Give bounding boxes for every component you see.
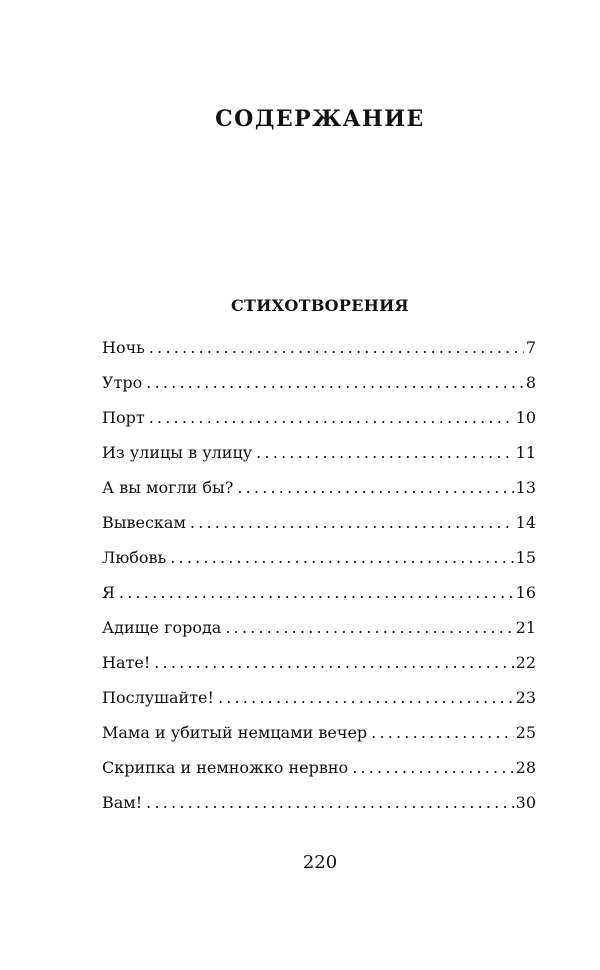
- table-of-contents: [102, 336, 536, 826]
- dot-leader: [154, 651, 513, 675]
- dot-leader: [170, 546, 513, 570]
- dot-leader: [237, 476, 513, 500]
- toc-entry-page: 22: [515, 653, 536, 672]
- toc-entry-page: 8: [525, 373, 536, 392]
- toc-entry: [102, 791, 536, 826]
- toc-entry-title: Любовь: [102, 548, 167, 567]
- toc-entry-title: Послушайте!: [102, 688, 214, 707]
- toc-entry: [102, 336, 536, 371]
- dot-leader: [149, 336, 524, 360]
- section-title: СТИХОТВОРЕНИЯ: [231, 296, 409, 315]
- toc-entry-title: Мама и убитый немцами вечер: [102, 723, 368, 742]
- dot-leader: [119, 581, 514, 605]
- toc-entry-title: Из улицы в улицу: [102, 443, 253, 462]
- toc-entry-title: Утро: [102, 373, 143, 392]
- toc-entry-page: 21: [515, 618, 536, 637]
- toc-entry-title: Адище города: [102, 618, 222, 637]
- toc-entry-title: Вам!: [102, 793, 143, 812]
- toc-entry-title: Скрипка и немножко нервно: [102, 758, 349, 777]
- toc-entry: [102, 546, 536, 581]
- toc-entry: [102, 756, 536, 791]
- toc-entry: [102, 441, 536, 476]
- dot-leader: [256, 441, 513, 465]
- toc-entry-page: 25: [515, 723, 536, 742]
- page-title: СОДЕРЖАНИЕ: [215, 106, 425, 132]
- toc-entry-page: 7: [525, 338, 536, 357]
- dot-leader: [371, 721, 513, 745]
- toc-entry-title: Порт: [102, 408, 145, 427]
- dot-leader: [149, 406, 514, 430]
- dot-leader: [225, 616, 513, 640]
- toc-entry-title: Вывескам: [102, 513, 186, 532]
- page-number: 220: [302, 852, 338, 873]
- toc-entry: [102, 581, 536, 616]
- toc-entry-page: 11: [515, 443, 536, 462]
- toc-entry: [102, 721, 536, 756]
- toc-entry-page: 13: [515, 478, 536, 497]
- toc-entry: [102, 686, 536, 721]
- toc-entry-page: 23: [515, 688, 536, 707]
- toc-entry: [102, 651, 536, 686]
- toc-entry: [102, 616, 536, 651]
- toc-entry-page: 10: [515, 408, 536, 427]
- toc-entry-title: Ночь: [102, 338, 145, 357]
- dot-leader: [352, 756, 513, 780]
- toc-entry-page: 15: [515, 548, 536, 567]
- dot-leader: [146, 791, 513, 815]
- toc-entry: [102, 476, 536, 511]
- toc-entry-title: А вы могли бы?: [102, 478, 234, 497]
- toc-entry-page: 16: [515, 583, 536, 602]
- toc-entry: [102, 371, 536, 406]
- toc-entry-page: 28: [515, 758, 536, 777]
- toc-entry-page: 30: [515, 793, 536, 812]
- dot-leader: [218, 686, 514, 710]
- toc-entry-title: Нате!: [102, 653, 151, 672]
- toc-entry-page: 14: [515, 513, 536, 532]
- dot-leader: [146, 371, 524, 395]
- toc-entry: [102, 511, 536, 546]
- toc-entry: [102, 406, 536, 441]
- toc-entry-title: Я: [102, 583, 115, 602]
- dot-leader: [190, 511, 514, 535]
